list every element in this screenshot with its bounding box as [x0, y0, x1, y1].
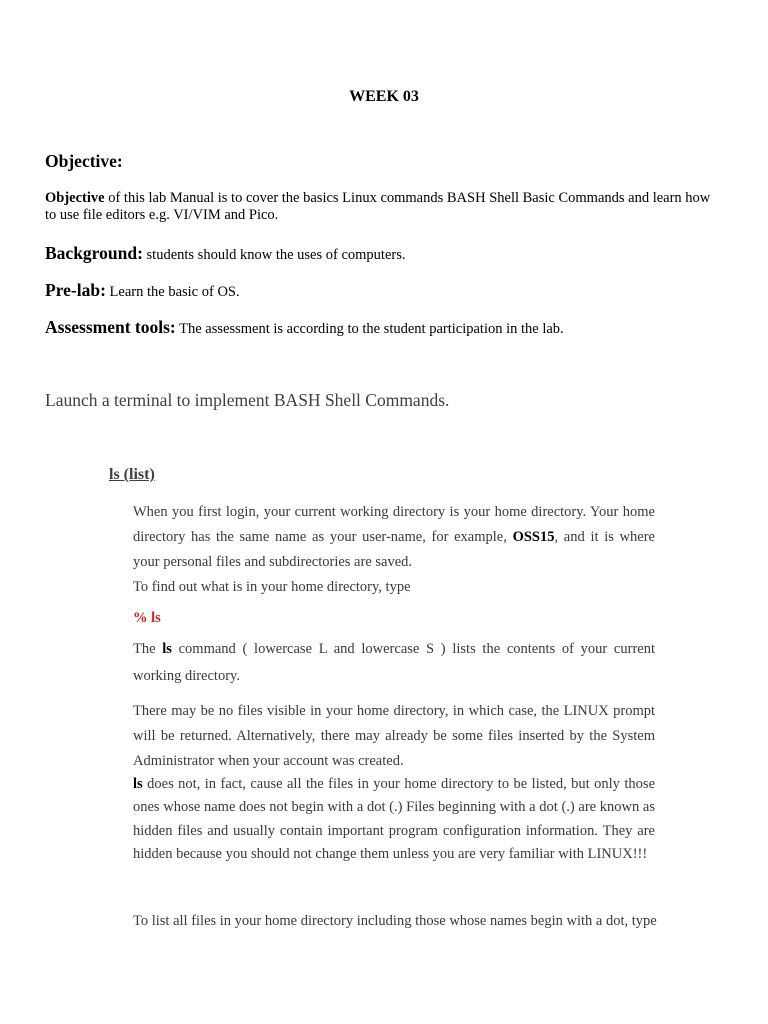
- ls-description-paragraph: [133, 636, 655, 690]
- assessment-text: The assessment is according to the student participation in the lab.: [175, 321, 564, 337]
- p1-text-after: , and it is where your personal files and subdirectories are saved.: [133, 529, 655, 570]
- assessment-label: Assessment tools:: [45, 317, 176, 337]
- home-directory-paragraph: [133, 500, 655, 600]
- p1-find-out-line: To find out what is in your home directory, type: [133, 579, 411, 595]
- objective-paragraph: [45, 190, 725, 224]
- prelab-label: Pre-lab:: [45, 280, 106, 300]
- background-text: students should know the uses of computers.: [142, 247, 406, 263]
- p2-ls-bold: ls: [162, 641, 172, 657]
- p4-text: does not, in fact, cause all the files in your home directory to be listed, but only those ones whose name does not begin with a dot (.) Files beginning with a dot (.) are known as hidden files and usually contain important program configuration information. They are hidden because you should not change them unless you are very familiar with LINUX!!!: [133, 776, 655, 862]
- command-ls: % ls: [133, 610, 161, 626]
- background-line: [45, 243, 406, 264]
- background-label: Background:: [45, 243, 143, 263]
- launch-terminal-text: Launch a terminal to implement BASH Shell Commands.: [45, 390, 450, 410]
- objective-heading: Objective:: [45, 151, 123, 171]
- p2-text-after: command ( lowercase L and lowercase S ) lists the contents of your current working directory.: [133, 641, 655, 684]
- no-files-paragraph: There may be no files visible in your home directory, in which case, the LINUX prompt will be returned. Alternatively, there may already be some files inserted by the System Administrator when your account was created.: [133, 703, 655, 769]
- objective-bold-label: Objective: [45, 190, 105, 206]
- objective-text: of this lab Manual is to cover the basics Linux commands BASH Shell Basic Commands and learn how to use file editors e.g. VI/VIM and Pico.: [45, 190, 711, 223]
- page-title: WEEK 03: [349, 88, 419, 105]
- p1-username-example: OSS15: [512, 529, 555, 545]
- section-heading-ls: ls (list): [109, 466, 155, 483]
- hidden-files-paragraph: [133, 773, 655, 866]
- prelab-line: [45, 280, 240, 301]
- p1-text-before: When you first login, your current working directory is your home directory. Your home directory has the same name as your user-name, for example,: [133, 504, 655, 545]
- list-all-files-line: To list all files in your home directory including those whose names begin with a dot, type: [133, 913, 657, 929]
- assessment-line: [45, 317, 564, 338]
- p2-text-before: The: [133, 641, 163, 657]
- p4-ls-bold: ls: [133, 776, 143, 792]
- prelab-text: Learn the basic of OS.: [105, 284, 240, 300]
